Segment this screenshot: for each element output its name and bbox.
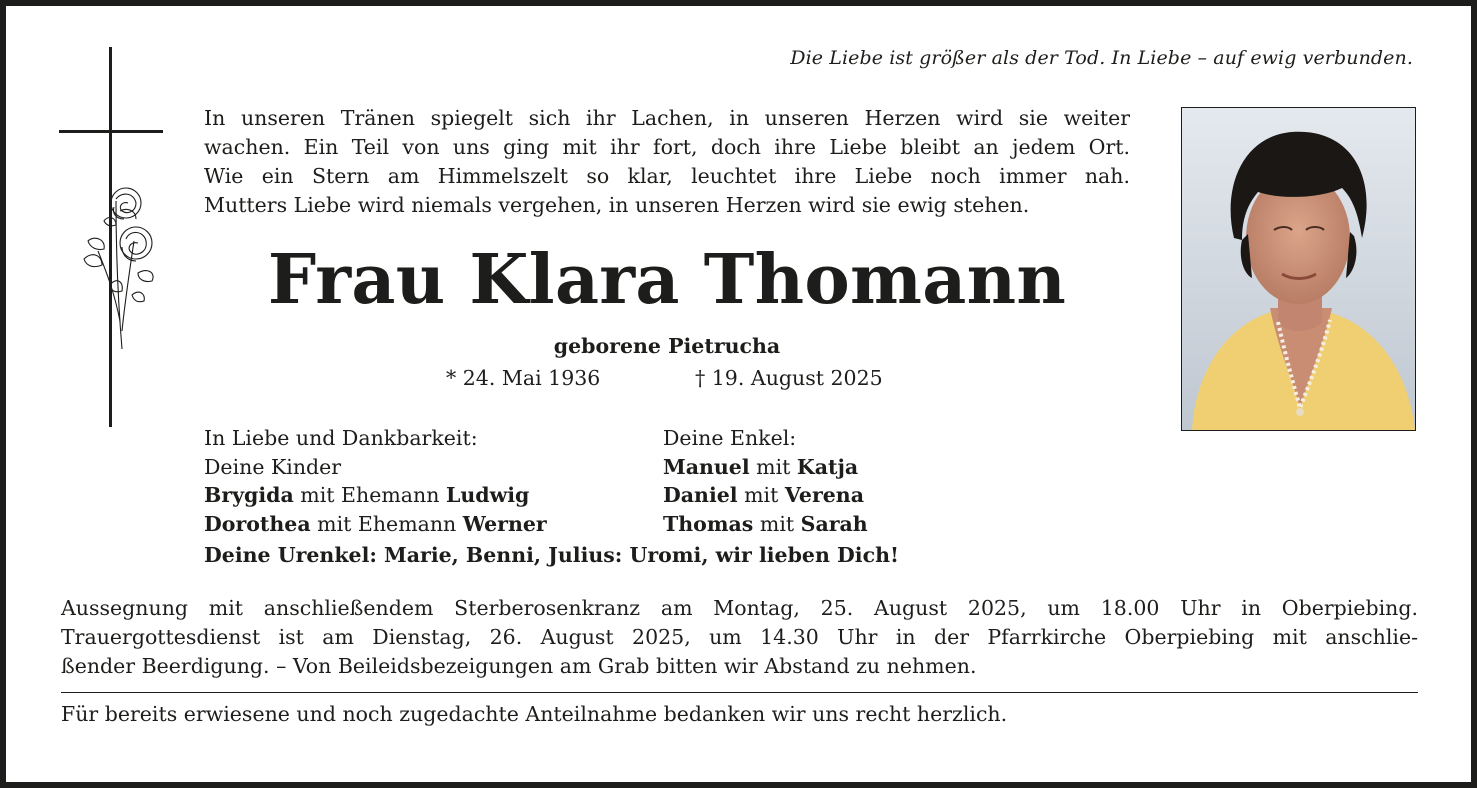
mourner-row (663, 453, 868, 482)
mourner-row (663, 510, 868, 539)
service-line: Aussegnung mit anschließendem Sterberosenkranz am Montag, 25. August 2025, um 18.00 Uhr in Oberpiebing. (61, 596, 1418, 620)
mourners-grandchildren (663, 424, 868, 538)
mourner-name: Thomas (663, 511, 754, 536)
mourner-partner: Sarah (800, 511, 868, 536)
motto: Die Liebe ist größer als der Tod. In Liebe – auf ewig verbunden. (790, 47, 1413, 69)
mourner-name: Dorothea (204, 511, 311, 536)
mourner-name: Brygida (204, 483, 294, 507)
service-line: Trauergottesdienst ist am Dienstag, 26. August 2025, um 14.30 Uhr in der Pfarrkirche Oberpiebing mit anschlie- (61, 625, 1418, 649)
deceased-name: Frau Klara Thomann (267, 240, 1067, 320)
mourner-connector: mit (749, 454, 797, 479)
mourner-partner: Verena (784, 483, 864, 507)
mourner-partner: Werner (462, 511, 547, 536)
great-grandchildren-line: Deine Urenkel: Marie, Benni, Julius: Uromi, wir lieben Dich! (204, 543, 899, 567)
service-details (61, 594, 1418, 681)
mourner-connector: mit (753, 511, 801, 536)
mourner-partner: Katja (796, 454, 859, 479)
mourner-connector: mit Ehemann (293, 483, 446, 507)
thanks-line: Für bereits erwiesene und noch zugedachte Anteilnahme bedanken wir uns recht herzlich. (61, 702, 1008, 726)
mourner-connector: mit (737, 483, 785, 507)
birth-name: geborene Pietrucha (553, 334, 781, 358)
poem-line: Mutters Liebe wird niemals vergehen, in unseren Herzen wird sie ewig stehen. (204, 193, 1030, 217)
children-subheading: Deine Kinder (204, 454, 342, 479)
mourner-name: Daniel (663, 483, 738, 507)
poem-line: Wie ein Stern am Himmelszelt so klar, leuchtet ihre Liebe noch immer nah. (204, 164, 1130, 188)
mourner-row (204, 481, 547, 510)
mourner-partner: Ludwig (445, 483, 530, 507)
roses-illustration (76, 181, 158, 351)
grandchildren-heading: Deine Enkel: (663, 426, 797, 450)
mourner-row (663, 481, 868, 510)
poem-line: wachen. Ein Teil von uns ging mit ihr fort, doch ihre Liebe bleibt an jedem Ort. (204, 135, 1130, 159)
cross-horizontal-bar (59, 130, 163, 133)
mourners-heading: In Liebe und Dankbarkeit: (204, 426, 478, 450)
service-line: ßender Beerdigung. – Von Beileidsbezeigungen am Grab bitten wir Abstand zu nehmen. (61, 654, 977, 678)
death-date: † 19. August 2025 (695, 366, 883, 390)
mourners-children (204, 424, 547, 538)
birth-date: * 24. Mai 1936 (446, 366, 601, 390)
poem (204, 104, 1130, 220)
poem-line: In unseren Tränen spiegelt sich ihr Lachen, in unseren Herzen wird sie weiter (204, 106, 1130, 130)
mourner-connector: mit Ehemann (310, 511, 463, 536)
mourner-row (204, 510, 547, 539)
mourner-name: Manuel (663, 454, 750, 479)
divider (61, 692, 1418, 693)
portrait-photo (1181, 107, 1416, 431)
